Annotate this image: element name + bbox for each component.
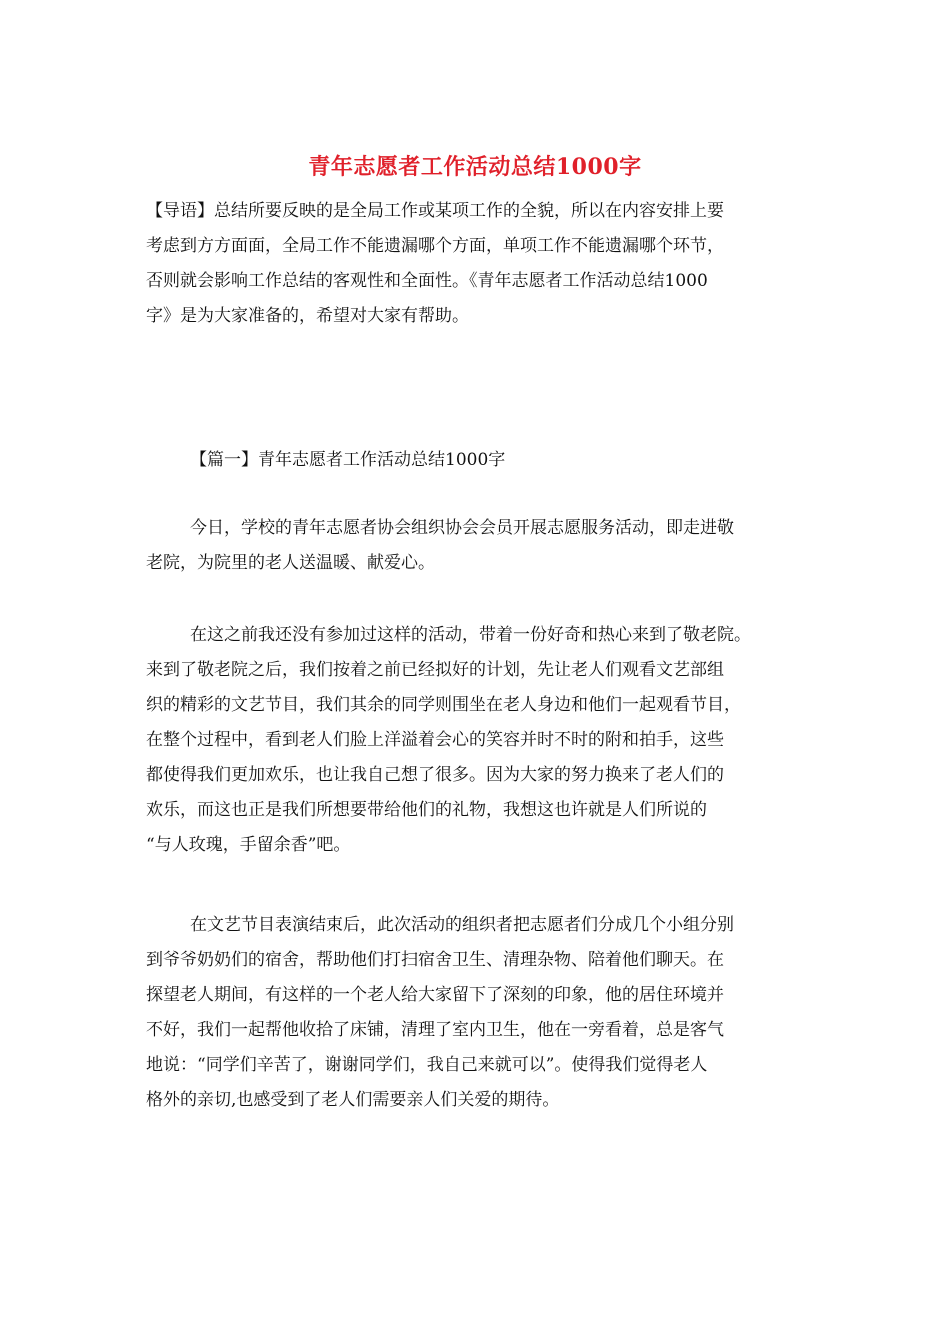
intro-line: 考虑到方方面面，全局工作不能遗漏哪个方面，单项工作不能遗漏哪个环节， [146, 236, 724, 256]
paragraph-line: 格外的亲切,也感受到了老人们需要亲人们关爱的期待。 [146, 1090, 560, 1110]
body-paragraph-3 [146, 908, 826, 1118]
paragraph-line: 来到了敬老院之后，我们按着之前已经拟好的计划，先让老人们观看文艺部组 [146, 660, 724, 680]
body-paragraph-1 [146, 511, 826, 581]
paragraph-line: 到爷爷奶奶们的宿舍，帮助他们打扫宿舍卫生、清理杂物、陪着他们聊天。在 [146, 950, 724, 970]
intro-line: 否则就会影响工作总结的客观性和全面性。《青年志愿者工作活动总结1000 [146, 271, 708, 291]
section-heading: 【篇一】青年志愿者工作活动总结1000字 [190, 450, 506, 470]
intro-line: 字》是为大家准备的，希望对大家有帮助。 [146, 306, 469, 326]
paragraph-line: 不好，我们一起帮他收拾了床铺，清理了室内卫生，他在一旁看着，总是客气 [146, 1020, 724, 1040]
paragraph-line: 在这之前我还没有参加过这样的活动，带着一份好奇和热心来到了敬老院。 [190, 625, 751, 645]
paragraph-line: 老院，为院里的老人送温暖、献爱心。 [146, 553, 435, 573]
paragraph-line: 地说：“同学们辛苦了，谢谢同学们，我自己来就可以”。使得我们觉得老人 [146, 1055, 708, 1075]
intro-paragraph [146, 194, 826, 334]
paragraph-line: 在整个过程中，看到老人们脸上洋溢着会心的笑容并时不时的附和拍手，这些 [146, 730, 724, 750]
paragraph-line: 都使得我们更加欢乐，也让我自己想了很多。因为大家的努力换来了老人们的 [146, 765, 724, 785]
paragraph-line: 欢乐，而这也正是我们所想要带给他们的礼物，我想这也许就是人们所说的 [146, 800, 707, 820]
paragraph-line: 织的精彩的文艺节目，我们其余的同学则围坐在老人身边和他们一起观看节目， [146, 695, 741, 715]
intro-line: 【导语】总结所要反映的是全局工作或某项工作的全貌，所以在内容安排上要 [146, 201, 724, 221]
paragraph-line: 今日，学校的青年志愿者协会组织协会会员开展志愿服务活动，即走进敬 [190, 518, 734, 538]
body-paragraph-2 [146, 618, 826, 863]
paragraph-line: 在文艺节目表演结束后，此次活动的组织者把志愿者们分成几个小组分别 [190, 915, 734, 935]
paragraph-line: “与人玫瑰，手留余香”吧。 [146, 835, 351, 855]
paragraph-line: 探望老人期间，有这样的一个老人给大家留下了深刻的印象，他的居住环境并 [146, 985, 724, 1005]
document-title: 青年志愿者工作活动总结1000字 [308, 154, 642, 180]
